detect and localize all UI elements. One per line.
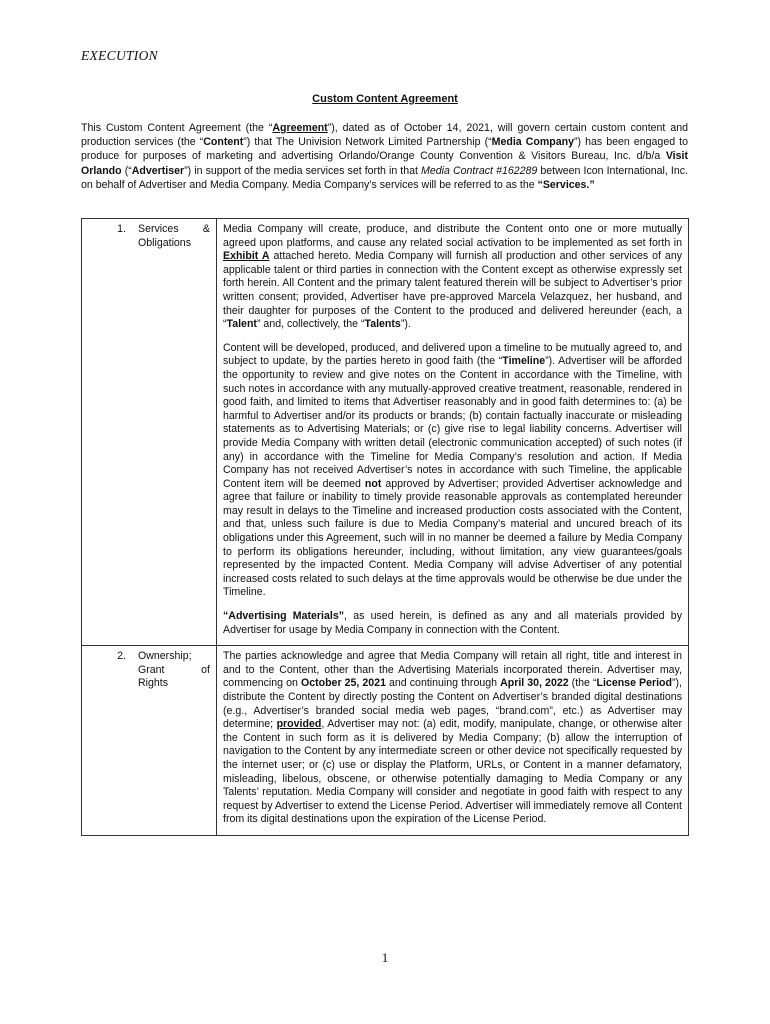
- section-number: 2.: [82, 646, 137, 836]
- section-paragraph: “Advertising Materials”, as used herein, is defined as any and all materials provided by Advertiser for usage by Media Company in connection with the Content.: [223, 610, 682, 636]
- section-paragraph: Content will be developed, produced, and delivered upon a timeline to be mutually agreed to, and subject to update, by the parties hereto in good faith (the “Timeline”). Advertiser will be afforded the opportunity to review and give notes on the Content in accordance with the Timeline, with such notes in accordance with any mutually-approved creative treatment, reasonable, rendered in good faith, and limited to items that Advertiser reasonably and in good faith determines to: (a) be harmful to Advertiser and/or its products or brands; (b) contain factually inaccurate or misleading statements as to Advertising Materials; or (c) give rise to legal liability concerns. Advertiser will provide Media Company with written detail (electronic communication accepted) of such notes (if any) in accordance with the Timeline for Media Company’s resolution and action. If Media Company has not received Advertiser’s notes in accordance with such Timeline, the applicable Content item will be deemed not approved by Advertiser; provided Advertiser acknowledge and agree that failure or inability to timely provide reasonable approvals as contemplated hereunder may result in delays to the Timeline and increased production costs associated with the Content, and that, unless such failure is due to Media Company’s material and uncured breach of its obligations under this Agreement, such will in no manner be deemed a failure by Media Company to perform its obligations hereunder, including, without limitation, any view guarantees/goals represented by the impacted Content. Media Company will advise Advertiser of any potential increased costs related to such delays at the time approvals would be otherwise be due under the Timeline.: [223, 341, 682, 599]
- section-paragraph: The parties acknowledge and agree that Media Company will retain all right, title and interest in and to the Content, other than the Advertising Materials incorporated therein. Advertiser may, commencing on October 25, 2021 and continuing through April 30, 2022 (the “License Period”), distribute the Content by directly posting the Content on Advertiser’s branded digital destinations (e.g., Advertiser’s branded social media web pages, “brand.com”, etc.) as Advertiser may determine; provided, Advertiser may not: (a) edit, modify, manipulate, change, or otherwise alter the Content in such form as it is delivered by Media Company; (b) allow the interruption of navigation to the Content by any intermediate screen or other device not specifically requested by the internet user; or (c) use or display the Platform, URLs, or Content in a manner defamatory, misleading, libelous, obscene, or otherwise potentially damaging to Media Company or any Talents’ reputation. Media Company will consider and negotiate in good faith with respect to any request by Advertiser to extend the License Period. Advertiser will immediately remove all Content from its digital destinations upon the expiration of the License Period.: [223, 650, 682, 826]
- term-media-company: Media Company: [491, 136, 574, 149]
- exhibit-a-ref: Exhibit A: [223, 250, 270, 263]
- document-title: Custom Content Agreement: [312, 93, 458, 105]
- section-row-1: [82, 219, 689, 646]
- section-body: [217, 219, 689, 646]
- execution-mark: EXECUTION: [81, 48, 158, 63]
- intro-paragraph: This Custom Content Agreement (the “Agreement”), dated as of October 14, 2021, will govern certain custom content and production services (the “Content”) that The Univision Network Limited Partnership (“Media Company”) has been engaged to produce for purposes of marketing and advertising Orlando/Orange County Convention & Visitors Bureau, Inc. d/b/a Visit Orlando (“Advertiser”) in support of the media services set forth in that Media Contract #162289 between Icon International, Inc. on behalf of Advertiser and Media Company. Media Company’s services will be referred to as the “Services.”: [81, 122, 688, 191]
- term-services: “Services.”: [537, 178, 595, 191]
- section-paragraph: Media Company will create, produce, and distribute the Content onto one or more mutually agreed upon platforms, and cause any related social activation to be implemented as set forth in Exhibit A attached hereto. Media Company will furnish all production and other services of any applicable talent or third parties in connection with the Content except as otherwise expressly set forth herein. All Content and the primary talent featured therein will be subject to Advertiser’s prior written consent; provided, Advertiser have pre-approved Marcela Velazquez, her husband, and their daughter for purposes of the Content to the produced and delivered hereunder (each, a “Talent” and, collectively, the “Talents”).: [223, 223, 683, 331]
- page-number: 1: [381, 950, 389, 965]
- section-label: Ownership; Grant of Rights: [136, 646, 217, 836]
- media-contract-ref: Media Contract #162289: [421, 164, 538, 177]
- term-agreement: Agreement: [272, 122, 328, 134]
- section-label: Services & Obligations: [136, 219, 217, 646]
- section-body: [217, 646, 689, 836]
- term-visit-orlando: Visit Orlando: [81, 150, 688, 177]
- section-number: 1.: [82, 219, 137, 646]
- term-content: Content: [203, 136, 244, 149]
- terms-table: [81, 218, 689, 836]
- term-advertiser: Advertiser: [131, 164, 185, 177]
- section-row-2: [82, 646, 689, 836]
